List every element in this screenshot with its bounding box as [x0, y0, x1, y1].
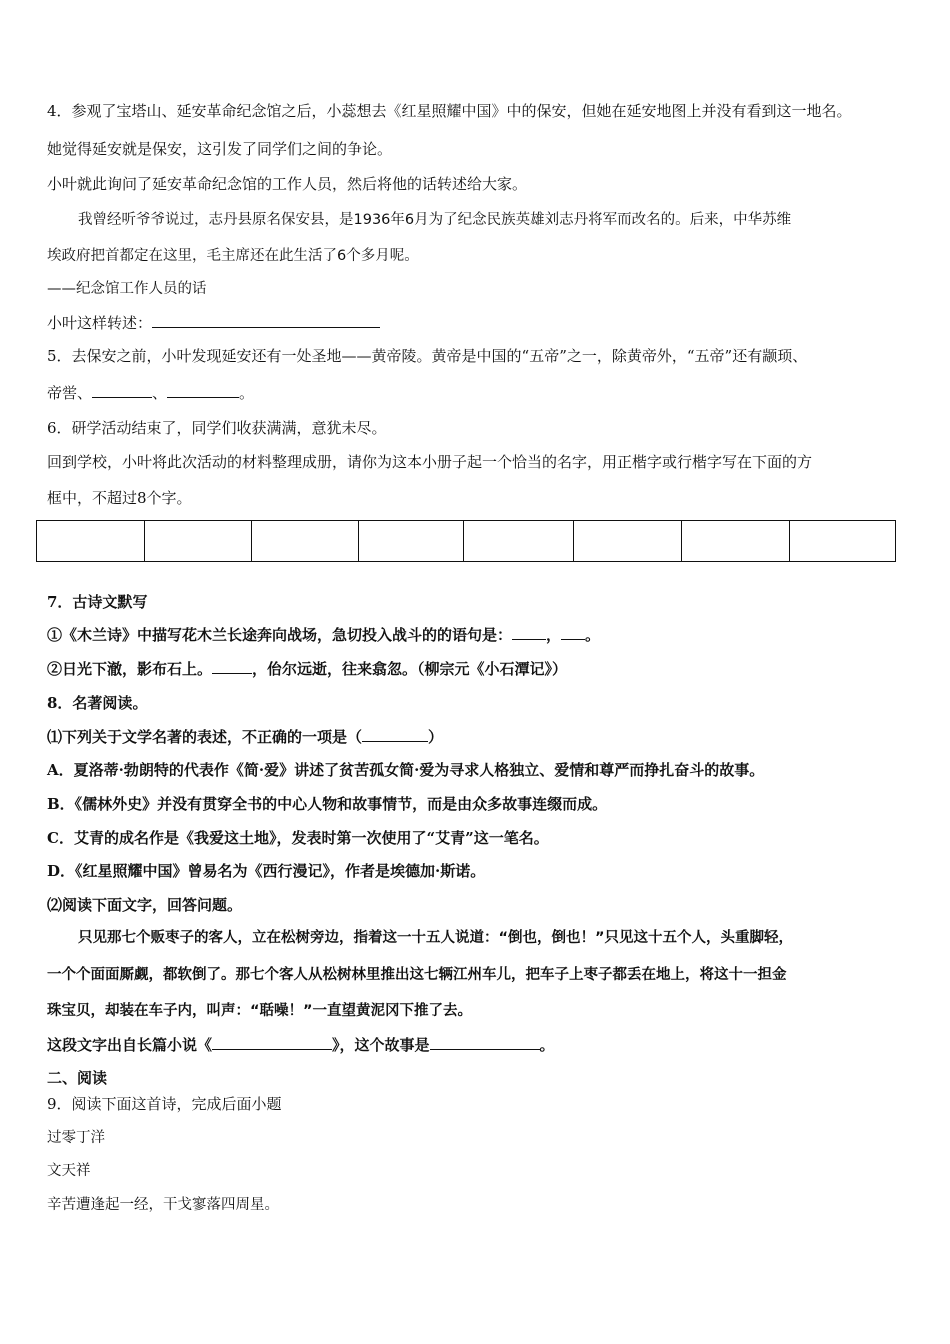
q7-item-2-suffix: ，佁尔远逝，往来翕忽。（柳宗元《小石潭记》） — [252, 660, 568, 678]
q8-source-line — [47, 1035, 555, 1055]
grid-cell[interactable] — [681, 521, 790, 561]
q8-story-blank[interactable] — [430, 1035, 540, 1050]
q8-sub-1-suffix: ） — [428, 728, 444, 746]
q9-poem-title: 过零丁洋 — [47, 1130, 105, 1146]
q7-item-1-prefix: ①《木兰诗》中描写花木兰长途奔向战场，急切投入战斗的的语句是： — [47, 626, 513, 644]
q8-option-a: A．夏洛蒂·勃朗特的代表作《简·爱》讲述了贫苦孤女简·爱为寻求人格独立、爱情和尊严而挣扎奋斗的故事。 — [47, 761, 765, 779]
section-2-title: 二、阅读 — [47, 1069, 108, 1087]
q8-answer-blank[interactable] — [362, 727, 428, 742]
q4-quote-line-1: 我曾经听爷爷说过，志丹县原名保安县，是1936年6月为了纪念民族英雄刘志丹将军而改名的。后来，中华苏维 — [78, 212, 792, 228]
title-writing-grid — [36, 520, 896, 562]
q8-novel-blank[interactable] — [212, 1035, 332, 1050]
q4-line-3: 小叶就此询问了延安革命纪念馆的工作人员，然后将他的话转述给大家。 — [47, 175, 528, 193]
grid-cell[interactable] — [358, 521, 464, 561]
q4-retell-line — [47, 313, 380, 333]
grid-cell[interactable] — [144, 521, 252, 561]
q6-line-1: 6．研学活动结束了，同学们收获满满，意犹未尽。 — [47, 419, 387, 437]
q5-blank-2[interactable] — [167, 383, 239, 398]
q5-blank-1[interactable] — [92, 383, 152, 398]
q7-item-1-end: 。 — [585, 626, 601, 644]
q8-sub-2: ⑵阅读下面文字，回答问题。 — [47, 896, 243, 914]
q8-option-b: B．《儒林外史》并没有贯穿全书的中心人物和故事情节，而是由众多故事连缀而成。 — [47, 795, 608, 813]
q8-passage-line-2: 一个个面面厮觑，都软倒了。那七个客人从松树林里推出这七辆江州车儿，把车子上枣子都丢在地上，将这十一担金 — [47, 967, 787, 983]
q4-retell-blank[interactable] — [152, 313, 380, 328]
q6-line-2: 回到学校，小叶将此次活动的材料整理成册，请你为这本小册子起一个恰当的名字，用正楷字或行楷字写在下面的方 — [47, 453, 813, 471]
grid-cell[interactable] — [37, 521, 145, 561]
grid-cell[interactable] — [251, 521, 359, 561]
q8-source-mid: 》，这个故事是 — [332, 1036, 430, 1054]
q5-separator: 、 — [152, 384, 168, 402]
q4-line-1: 4．参观了宝塔山、延安革命纪念馆之后，小蕊想去《红星照耀中国》中的保安，但她在延安地图上并没有看到这一地名。 — [47, 102, 852, 120]
q9-author: 文天祥 — [47, 1163, 91, 1179]
q5-line-2-prefix: 帝喾、 — [47, 384, 93, 402]
q9-line-1: 9．阅读下面这首诗，完成后面小题 — [47, 1095, 282, 1113]
q5-end: 。 — [239, 384, 255, 402]
grid-cell[interactable] — [463, 521, 574, 561]
q8-title: 8．名著阅读。 — [47, 694, 148, 712]
q7-blank-1[interactable] — [512, 625, 546, 640]
q4-retell-label: 小叶这样转述： — [47, 314, 153, 332]
q4-quote-line-2: 埃政府把首都定在这里，毛主席还在此生活了6个多月呢。 — [47, 248, 419, 264]
q8-option-c: C．艾青的成名作是《我爱这土地》，发表时第一次使用了“艾青”这一笔名。 — [47, 829, 549, 847]
q4-attribution: ——纪念馆工作人员的话 — [47, 281, 207, 297]
q7-item-2-prefix: ②日光下澈，影布石上。 — [47, 660, 213, 678]
q8-passage-line-3: 珠宝贝，却装在车子内，叫声：“聒噪！”一直望黄泥冈下推了去。 — [47, 1003, 473, 1019]
q7-title: 7．古诗文默写 — [47, 593, 148, 611]
q7-comma: ， — [546, 626, 562, 644]
q8-sub-1-prefix: ⑴下列关于文学名著的表述，不正确的一项是（ — [47, 728, 363, 746]
q5-line-2 — [47, 383, 254, 403]
grid-cell[interactable] — [573, 521, 682, 561]
q9-verse-1: 辛苦遭逢起一经，干戈寥落四周星。 — [47, 1197, 279, 1213]
q8-option-d: D．《红星照耀中国》曾易名为《西行漫记》，作者是埃德加·斯诺。 — [47, 862, 486, 880]
q4-line-2: 她觉得延安就是保安，这引发了同学们之间的争论。 — [47, 140, 393, 158]
q8-source-prefix: 这段文字出自长篇小说《 — [47, 1036, 213, 1054]
q7-blank-3[interactable] — [212, 659, 252, 674]
q8-sub-1 — [47, 727, 443, 747]
q7-item-1 — [47, 625, 600, 645]
q8-source-end: 。 — [539, 1036, 555, 1054]
grid-cell[interactable] — [789, 521, 895, 561]
q7-blank-2[interactable] — [561, 625, 585, 640]
q8-passage-line-1: 只见那七个贩枣子的客人，立在松树旁边，指着这一十五人说道：“倒也，倒也！”只见这十五个人，头重脚轻， — [78, 930, 794, 946]
q5-line-1: 5．去保安之前，小叶发现延安还有一处圣地——黄帝陵。黄帝是中国的“五帝”之一，除黄帝外，“五帝”还有颛顼、 — [47, 347, 808, 365]
q6-line-3: 框中，不超过8个字。 — [47, 489, 192, 507]
q7-item-2 — [47, 659, 567, 679]
